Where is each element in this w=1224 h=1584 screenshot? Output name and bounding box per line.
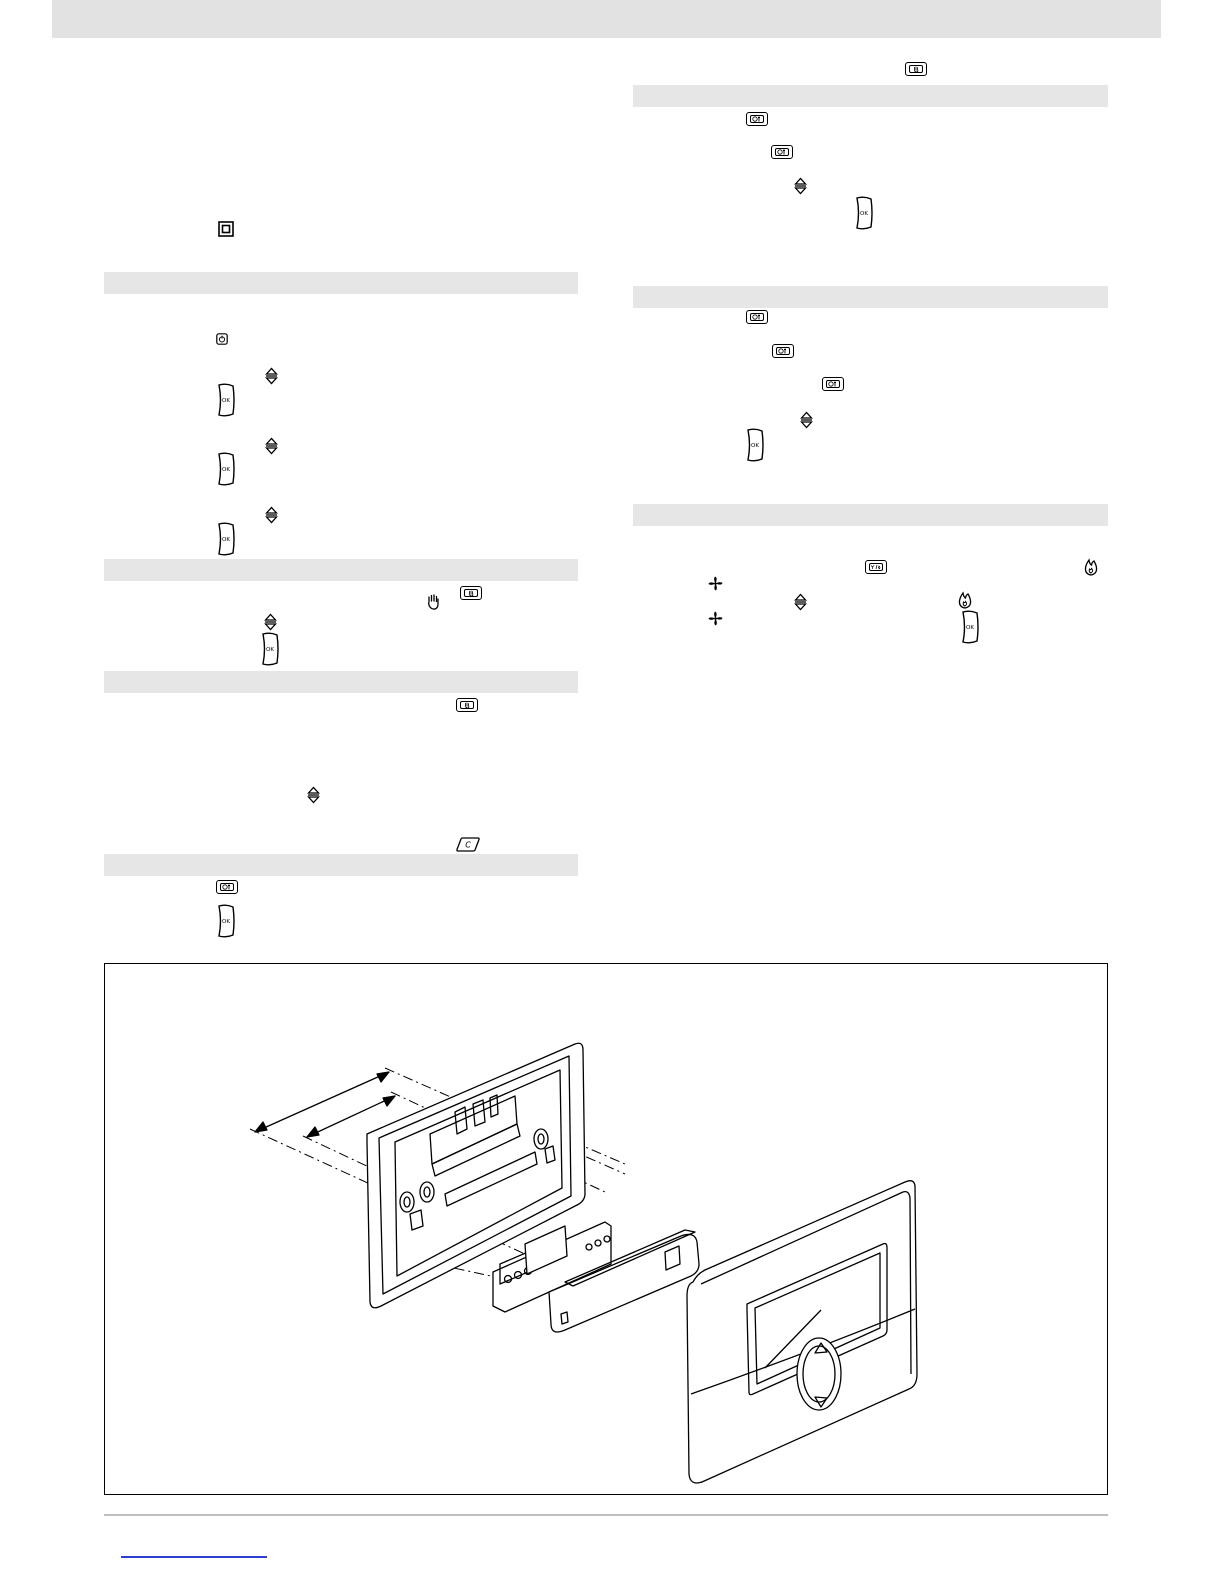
section-bar-2 [104,559,578,581]
ok-key-label: OK [222,919,230,925]
c-key-icon [456,837,480,852]
c-key-label: C [465,840,471,850]
up-down-arrows-icon [307,786,320,804]
section-bar-1 [104,272,578,294]
header-band [52,0,1161,38]
program-key-icon [822,377,844,391]
ok-key-label: OK [966,625,974,631]
ok-key-icon [960,610,980,644]
hand-key-icon [905,62,927,76]
up-down-arrows-icon [794,177,807,195]
double-square-icon [218,221,234,237]
flame-icon [957,591,973,609]
footer-rule [104,1514,1108,1516]
fan-icon [707,610,724,627]
ok-key-icon [216,904,236,938]
program-key-icon [746,310,768,324]
ok-key-icon [854,196,874,230]
installation-figure [104,963,1108,1495]
ok-key-label: OK [222,398,230,404]
up-down-arrows-icon [264,613,277,631]
up-down-arrows-icon [800,411,813,429]
up-down-arrows-icon [265,367,278,385]
ok-key-icon [745,428,765,462]
up-down-arrows-icon [794,593,807,611]
fan-icon [707,575,724,592]
ok-key-label: OK [222,537,230,543]
ok-key-icon [216,383,236,417]
ok-key-label: OK [860,211,868,217]
section-bar-4 [104,854,578,876]
ok-key-icon [216,522,236,556]
ok-key-icon [260,632,280,666]
footer-link-underline[interactable] [121,1556,267,1558]
hand-icon [426,593,440,610]
flame-icon [1083,558,1099,576]
program-key-icon [771,145,793,159]
ok-key-label: OK [751,443,759,449]
section-bar-3 [104,671,578,693]
up-down-arrows-icon [265,437,278,455]
program-key-icon [772,344,794,358]
exploded-view-illustration [105,964,1107,1494]
section-bar-5 [633,85,1108,107]
ok-key-icon [216,452,236,486]
section-bar-6 [633,286,1108,308]
program-key-icon [216,880,238,894]
up-down-arrows-icon [265,506,278,524]
ok-key-label: OK [266,647,274,653]
ok-key-label: OK [222,467,230,473]
hand-key-icon [456,698,478,712]
power-key-icon [216,332,228,344]
program-key-icon [746,112,768,126]
hand-key-icon [460,586,482,600]
fan-flame-key-icon [865,560,887,574]
section-bar-7 [633,504,1108,526]
